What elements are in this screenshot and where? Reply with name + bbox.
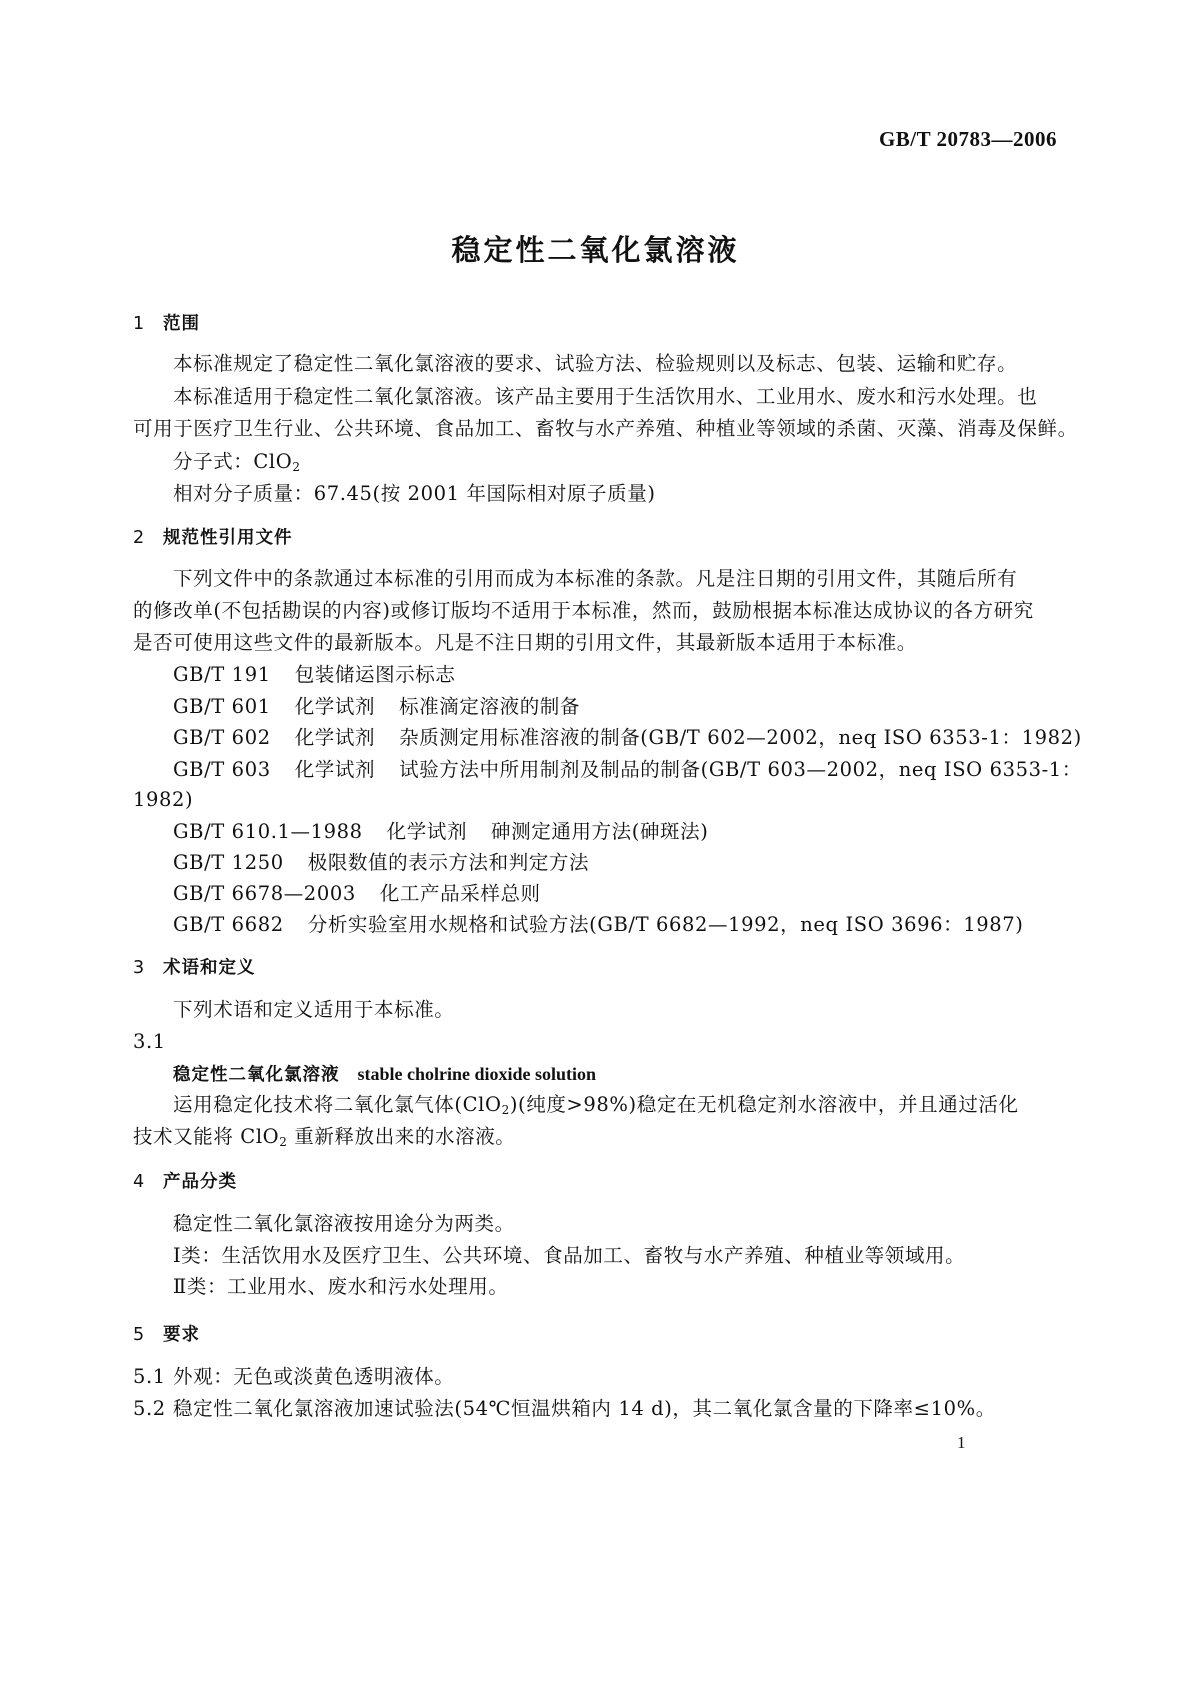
reference-continuation: 1982) bbox=[133, 788, 194, 811]
reference-title: 试验方法中所用制剂及制品的制备(GB/T 603—2002，neq ISO 6353-1： bbox=[399, 758, 1082, 781]
term-entry bbox=[173, 1062, 596, 1087]
clause-text: 外观：无色或淡黄色透明液体。 bbox=[173, 1365, 455, 1388]
reference-category: 化学试剂 bbox=[294, 758, 376, 781]
clause-number: 5.2 bbox=[133, 1397, 166, 1420]
reference-code: GB/T 603 bbox=[173, 758, 271, 781]
reference-title: 包装储运图示标志 bbox=[294, 663, 456, 686]
subscript: 2 bbox=[279, 1135, 288, 1149]
subscript: 2 bbox=[501, 1103, 510, 1117]
clause-item bbox=[133, 1397, 996, 1421]
clause-item bbox=[133, 1365, 454, 1389]
section-number: 2 bbox=[133, 528, 146, 548]
reference-title: 极限数值的表示方法和判定方法 bbox=[307, 851, 590, 874]
section-1-heading bbox=[133, 312, 200, 336]
term-number: 3.1 bbox=[133, 1030, 166, 1053]
page-number: 1 bbox=[957, 1433, 966, 1452]
reference-title: 化工产品采样总则 bbox=[379, 882, 541, 905]
paragraph-continuation: 的修改单(不包括勘误的内容)或修订版均不适用于本标准，然而，鼓励根据本标准达成协议的各方研究 bbox=[133, 599, 1034, 622]
definition-text: 技术又能将 ClO bbox=[133, 1125, 280, 1148]
reference-item bbox=[173, 851, 589, 875]
molecular-mass: 相对分子质量：67.45(按 2001 年国际相对原子质量) bbox=[173, 482, 656, 505]
reference-code: GB/T 601 bbox=[173, 695, 271, 718]
paragraph: 本标准规定了稳定性二氧化氯溶液的要求、试验方法、检验规则以及标志、包装、运输和贮存。 bbox=[173, 352, 1018, 375]
clause-number: 5.1 bbox=[133, 1365, 166, 1388]
term-chinese: 稳定性二氧化氯溶液 bbox=[173, 1065, 340, 1085]
term-english: stable cholrine dioxide solution bbox=[357, 1064, 597, 1084]
section-number: 3 bbox=[133, 958, 146, 978]
reference-code: GB/T 610.1—1988 bbox=[173, 820, 363, 843]
section-title: 规范性引用文件 bbox=[163, 528, 293, 548]
definition-text: 重新释放出来的水溶液。 bbox=[287, 1125, 516, 1148]
class-item: Ⅰ类：生活饮用水及医疗卫生、公共环境、食品加工、畜牧与水产养殖、种植业等领域用。 bbox=[173, 1244, 966, 1267]
class-item: Ⅱ类：工业用水、废水和污水处理用。 bbox=[173, 1275, 509, 1298]
reference-category: 化学试剂 bbox=[294, 726, 376, 749]
section-title: 范围 bbox=[163, 314, 200, 334]
section-title: 术语和定义 bbox=[163, 958, 256, 978]
paragraph: 下列术语和定义适用于本标准。 bbox=[173, 998, 455, 1021]
reference-title: 杂质测定用标准溶液的制备(GB/T 602—2002，neq ISO 6353-1：1982) bbox=[399, 726, 1082, 749]
section-title: 要求 bbox=[163, 1325, 200, 1345]
reference-code: GB/T 191 bbox=[173, 663, 271, 686]
term-definition-continuation bbox=[133, 1125, 515, 1154]
reference-category: 化学试剂 bbox=[386, 820, 468, 843]
paragraph: 下列文件中的条款通过本标准的引用而成为本标准的条款。凡是注日期的引用文件，其随后所有 bbox=[173, 567, 1018, 590]
reference-code: GB/T 602 bbox=[173, 726, 271, 749]
reference-code: GB/T 1250 bbox=[173, 851, 284, 874]
molecular-formula bbox=[173, 450, 301, 479]
section-number: 1 bbox=[133, 314, 146, 334]
reference-title: 标准滴定溶液的制备 bbox=[399, 695, 581, 718]
standard-code: GB/T 20783—2006 bbox=[878, 127, 1057, 151]
section-3-heading bbox=[133, 956, 256, 980]
subscript: 2 bbox=[292, 460, 301, 474]
reference-code: GB/T 6678—2003 bbox=[173, 882, 356, 905]
section-title: 产品分类 bbox=[163, 1172, 237, 1192]
definition-text: )(纯度>98%)稳定在无机稳定剂水溶液中，并且通过活化 bbox=[509, 1093, 1019, 1116]
reference-code: GB/T 6682 bbox=[173, 913, 284, 936]
definition-text: 运用稳定化技术将二氧化氯气体(ClO bbox=[173, 1093, 502, 1116]
paragraph-continuation: 可用于医疗卫生行业、公共环境、食品加工、畜牧与水产养殖、种植业等领域的杀菌、灭藻、消毒及保鲜。 bbox=[133, 417, 1078, 440]
reference-item bbox=[173, 820, 708, 844]
reference-item bbox=[173, 695, 580, 719]
formula-label: 分子式：ClO bbox=[173, 450, 293, 473]
reference-category: 化学试剂 bbox=[294, 695, 376, 718]
reference-item bbox=[173, 882, 541, 906]
clause-text: 稳定性二氧化氯溶液加速试验法(54℃恒温烘箱内 14 d)，其二氧化氯含量的下降率≤10%。 bbox=[173, 1397, 996, 1420]
paragraph: 本标准适用于稳定性二氧化氯溶液。该产品主要用于生活饮用水、工业用水、废水和污水处理。也 bbox=[173, 385, 1038, 408]
reference-item bbox=[173, 758, 1082, 782]
term-definition bbox=[173, 1093, 1019, 1122]
reference-item bbox=[173, 663, 456, 687]
section-number: 4 bbox=[133, 1172, 146, 1192]
reference-title: 砷测定通用方法(砷斑法) bbox=[491, 820, 709, 843]
section-2-heading bbox=[133, 526, 293, 550]
reference-item bbox=[173, 913, 1023, 937]
reference-item bbox=[173, 726, 1082, 750]
paragraph: 稳定性二氧化氯溶液按用途分为两类。 bbox=[173, 1212, 515, 1235]
reference-title: 分析实验室用水规格和试验方法(GB/T 6682—1992，neq ISO 3696：1987) bbox=[307, 913, 1024, 936]
paragraph-continuation: 是否可使用这些文件的最新版本。凡是不注日期的引用文件，其最新版本适用于本标准。 bbox=[133, 631, 917, 654]
section-4-heading bbox=[133, 1170, 237, 1194]
section-5-heading bbox=[133, 1323, 200, 1347]
section-number: 5 bbox=[133, 1325, 146, 1345]
document-title: 稳定性二氧化氯溶液 bbox=[451, 233, 740, 267]
